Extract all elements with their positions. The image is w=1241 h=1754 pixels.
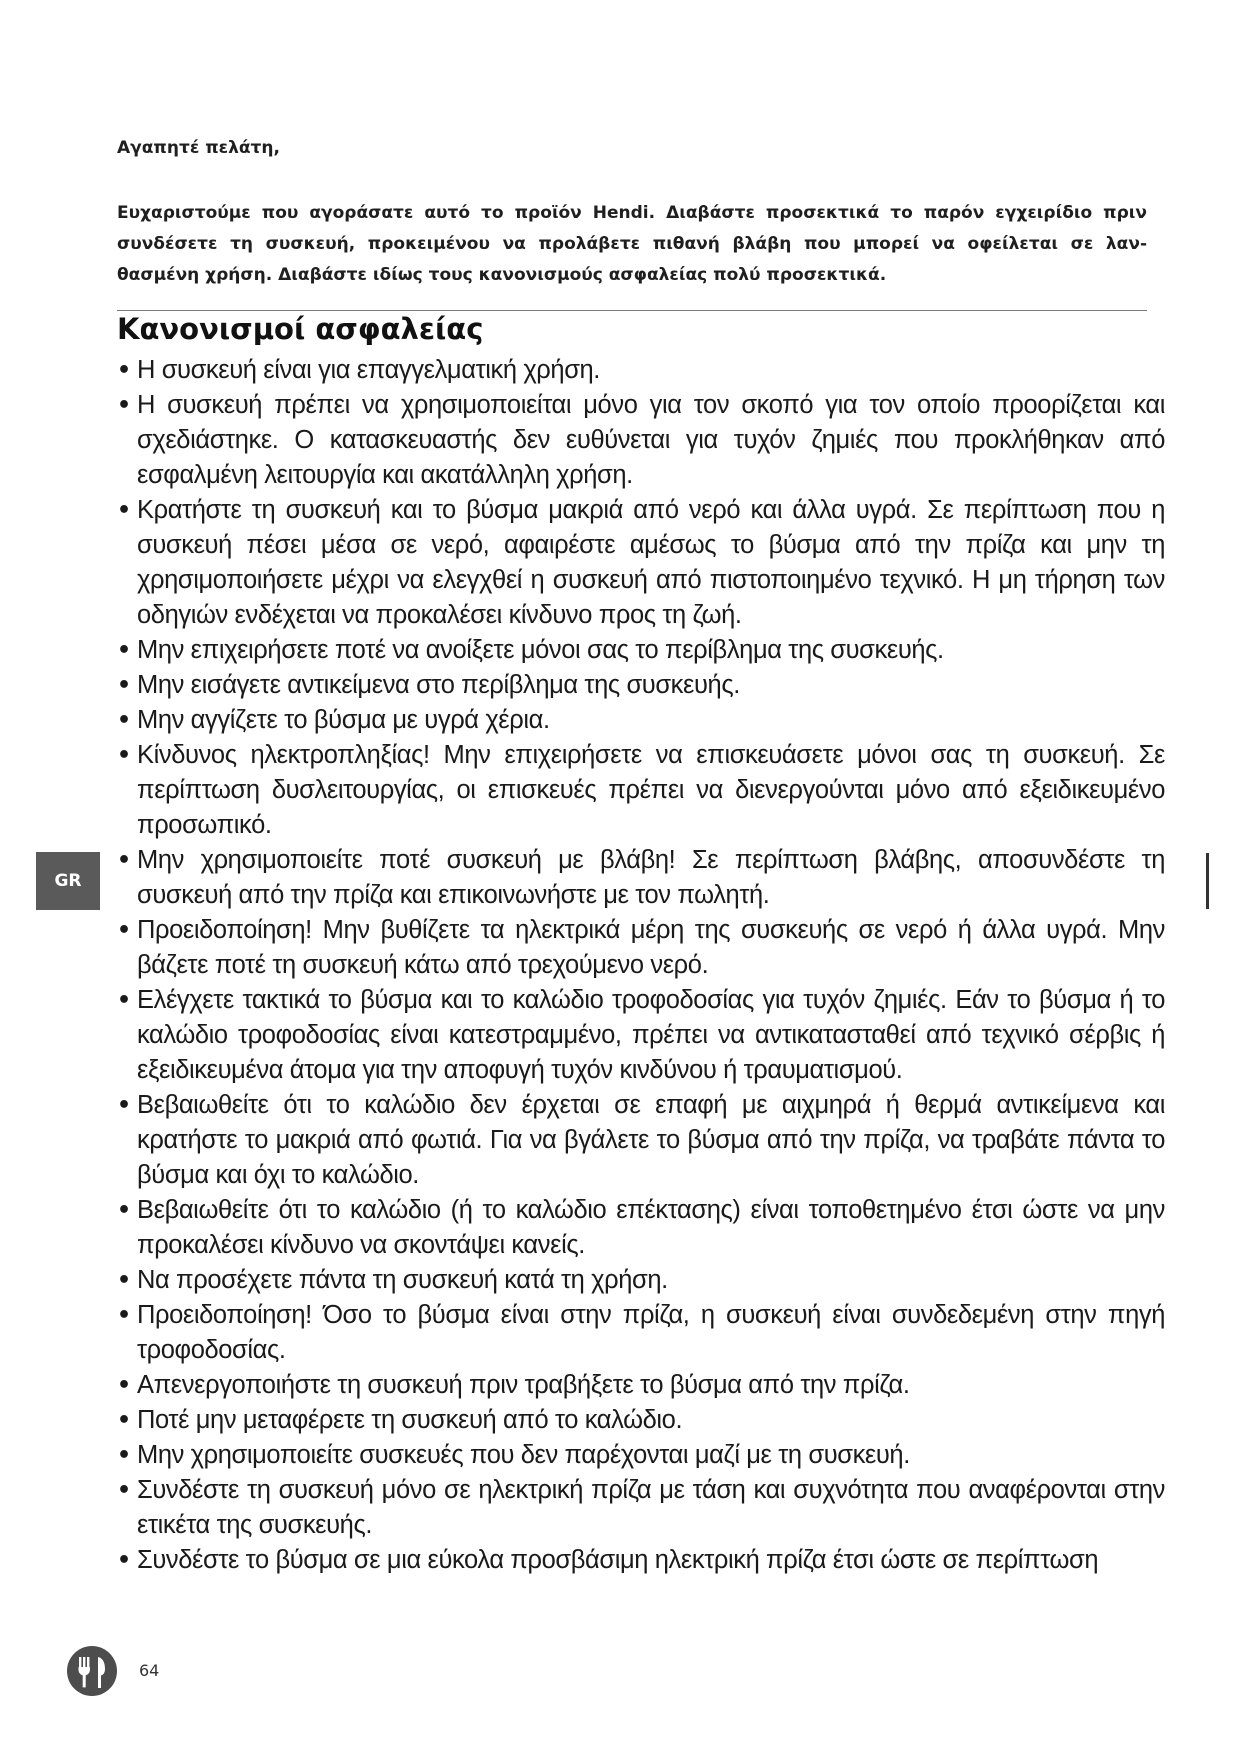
list-item: [117, 493, 1165, 633]
list-item: [117, 668, 1165, 703]
bullet-icon: •: [117, 1443, 131, 1468]
list-item-text: Συνδέστε τη συσκευή μόνο σε ηλεκτρική πρίζα με τάση και συχνότητα που αναφέρονται στην ετικέτα της συσκευής.: [137, 1476, 1165, 1539]
bullet-icon: •: [117, 708, 131, 733]
list-item: [117, 1088, 1165, 1193]
list-item: [117, 1473, 1165, 1543]
hendi-cutlery-logo-icon: [66, 1645, 118, 1697]
list-item-text: Η συσκευή είναι για επαγγελματική χρήση.: [137, 356, 600, 384]
list-item: [117, 1438, 1165, 1473]
bullet-icon: •: [117, 393, 131, 418]
bullet-icon: •: [117, 848, 131, 873]
divider: [117, 310, 1147, 311]
bullet-icon: •: [117, 743, 131, 768]
bullet-icon: •: [117, 673, 131, 698]
list-item-text: Βεβαιωθείτε ότι το καλώδιο δεν έρχεται σε επαφή με αιχμηρά ή θερμά αντικείμενα και κρατήστε το μακριά από φωτιά. Για να βγάλετε το βύσμα από την πρίζα, να τραβάτε πάντα το βύσμα και όχι το καλώδιο.: [137, 1091, 1165, 1189]
intro-paragraph: Ευχαριστούμε που αγοράσατε αυτό το προϊόν Hendi. Διαβάστε προσεκτικά το παρόν εγχειρίδιο πριν συνδέσετε τη συσκευή, προκειμένου να προλάβετε πιθανή βλάβη που μπορεί να οφείλεται σε λαν- θασμένη χρήση. Διαβάστε ιδίως τους κανονισμούς ασφαλείας πολύ προσεκτικά.: [117, 203, 1147, 285]
list-item: [117, 388, 1165, 493]
bullet-icon: •: [117, 1373, 131, 1398]
list-item: [117, 1368, 1165, 1403]
list-item: [117, 738, 1165, 843]
list-item: [117, 703, 1165, 738]
list-item-text: Μην χρησιμοποιείτε συσκευές που δεν παρέχονται μαζί με τη συσκευή.: [137, 1441, 910, 1469]
list-item-text: Ελέγχετε τακτικά το βύσμα και το καλώδιο τροφοδοσίας για τυχόν ζημιές. Εάν το βύσμα ή το καλώδιο τροφοδοσίας είναι κατεστραμμένο, πρέπει να αντικατασταθεί από τεχνικό σέρβις ή εξειδικευμένα άτομα για την αποφυγή τυχόν κινδύνου ή τραυματισμού.: [137, 986, 1165, 1084]
list-item: [117, 633, 1165, 668]
bullet-icon: •: [117, 1548, 131, 1573]
list-item-text: Βεβαιωθείτε ότι το καλώδιο (ή το καλώδιο επέκτασης) είναι τοποθετημένο έτσι ώστε να μην προκαλέσει κίνδυνο να σκοντάψει κανείς.: [137, 1196, 1165, 1259]
language-tab: GR: [36, 852, 100, 910]
bullet-icon: •: [117, 1198, 131, 1223]
list-item-text: Κίνδυνος ηλεκτροπληξίας! Μην επιχειρήσετε να επισκευάσετε μόνοι σας τη συσκευή. Σε περίπτωση δυσλειτουργίας, οι επισκευές πρέπει να διενεργούνται μόνο από εξειδικευμένο προσωπικό.: [137, 741, 1165, 839]
page-edge-marker: [1206, 853, 1209, 909]
safety-rules-list: [117, 353, 1165, 1578]
list-item-text: Κρατήστε τη συσκευή και το βύσμα μακριά από νερό και άλλα υγρά. Σε περίπτωση που η συσκευή πέσει μέσα σε νερό, αφαιρέστε αμέσως το βύσμα από την πρίζα και μην τη χρησιμοποιήσετε μέχρι να ελεγχθεί η συσκευή από πιστοποιημένο τεχνικό. Η μη τήρηση των οδηγιών ενδέχεται να προκαλέσει κίνδυνο προς τη ζωή.: [137, 496, 1165, 629]
list-item-text: Ποτέ μην μεταφέρετε τη συσκευή από το καλώδιο.: [137, 1406, 683, 1434]
list-item: [117, 1543, 1165, 1578]
list-item: [117, 1193, 1165, 1263]
list-item: [117, 1298, 1165, 1368]
bullet-icon: •: [117, 1268, 131, 1293]
list-item: [117, 1403, 1165, 1438]
list-item-text: Να προσέχετε πάντα τη συσκευή κατά τη χρήση.: [137, 1266, 668, 1294]
list-item-text: Μην αγγίζετε το βύσμα με υγρά χέρια.: [137, 706, 550, 734]
list-item: [117, 843, 1165, 913]
list-item-text: Μην χρησιμοποιείτε ποτέ συσκευή με βλάβη! Σε περίπτωση βλάβης, αποσυνδέστε τη συσκευή από την πρίζα και επικοινωνήστε με τον πωλητή.: [137, 846, 1165, 909]
list-item: [117, 1263, 1165, 1298]
bullet-icon: •: [117, 498, 131, 523]
list-item-text: Απενεργοποιήστε τη συσκευή πριν τραβήξετε το βύσμα από την πρίζα.: [137, 1371, 910, 1399]
bullet-icon: •: [117, 1303, 131, 1328]
list-item-text: Η συσκευή πρέπει να χρησιμοποιείται μόνο για τον σκοπό για τον οποίο προορίζεται και σχεδιάστηκε. Ο κατασκευαστής δεν ευθύνεται για τυχόν ζημιές που προκλήθηκαν από εσφαλμένη λειτουργία και ακατάλληλη χρήση.: [137, 391, 1165, 489]
bullet-icon: •: [117, 918, 131, 943]
list-item: [117, 913, 1165, 983]
list-item: [117, 353, 1165, 388]
bullet-icon: •: [117, 358, 131, 383]
section-title: Κανονισμοί ασφαλείας: [117, 312, 484, 346]
page-number: 64: [139, 1661, 160, 1680]
bullet-icon: •: [117, 988, 131, 1013]
list-item-text: Προειδοποίηση! Όσο το βύσμα είναι στην πρίζα, η συσκευή είναι συνδεδεμένη στην πηγή τροφοδοσίας.: [137, 1301, 1165, 1364]
list-item-text: Μην εισάγετε αντικείμενα στο περίβλημα της συσκευής.: [137, 671, 740, 699]
bullet-icon: •: [117, 1408, 131, 1433]
bullet-icon: •: [117, 1093, 131, 1118]
bullet-icon: •: [117, 1478, 131, 1503]
greeting: Αγαπητέ πελάτη,: [117, 138, 280, 158]
list-item-text: Μην επιχειρήσετε ποτέ να ανοίξετε μόνοι σας το περίβλημα της συσκευής.: [137, 636, 944, 664]
list-item-text: Συνδέστε το βύσμα σε μια εύκολα προσβάσιμη ηλεκτρική πρίζα έτσι ώστε σε περίπτωση: [137, 1546, 1099, 1574]
list-item-text: Προειδοποίηση! Μην βυθίζετε τα ηλεκτρικά μέρη της συσκευής σε νερό ή άλλα υγρά. Μην βάζετε ποτέ τη συσκευή κάτω από τρεχούμενο νερό.: [137, 916, 1165, 979]
list-item: [117, 983, 1165, 1088]
bullet-icon: •: [117, 638, 131, 663]
